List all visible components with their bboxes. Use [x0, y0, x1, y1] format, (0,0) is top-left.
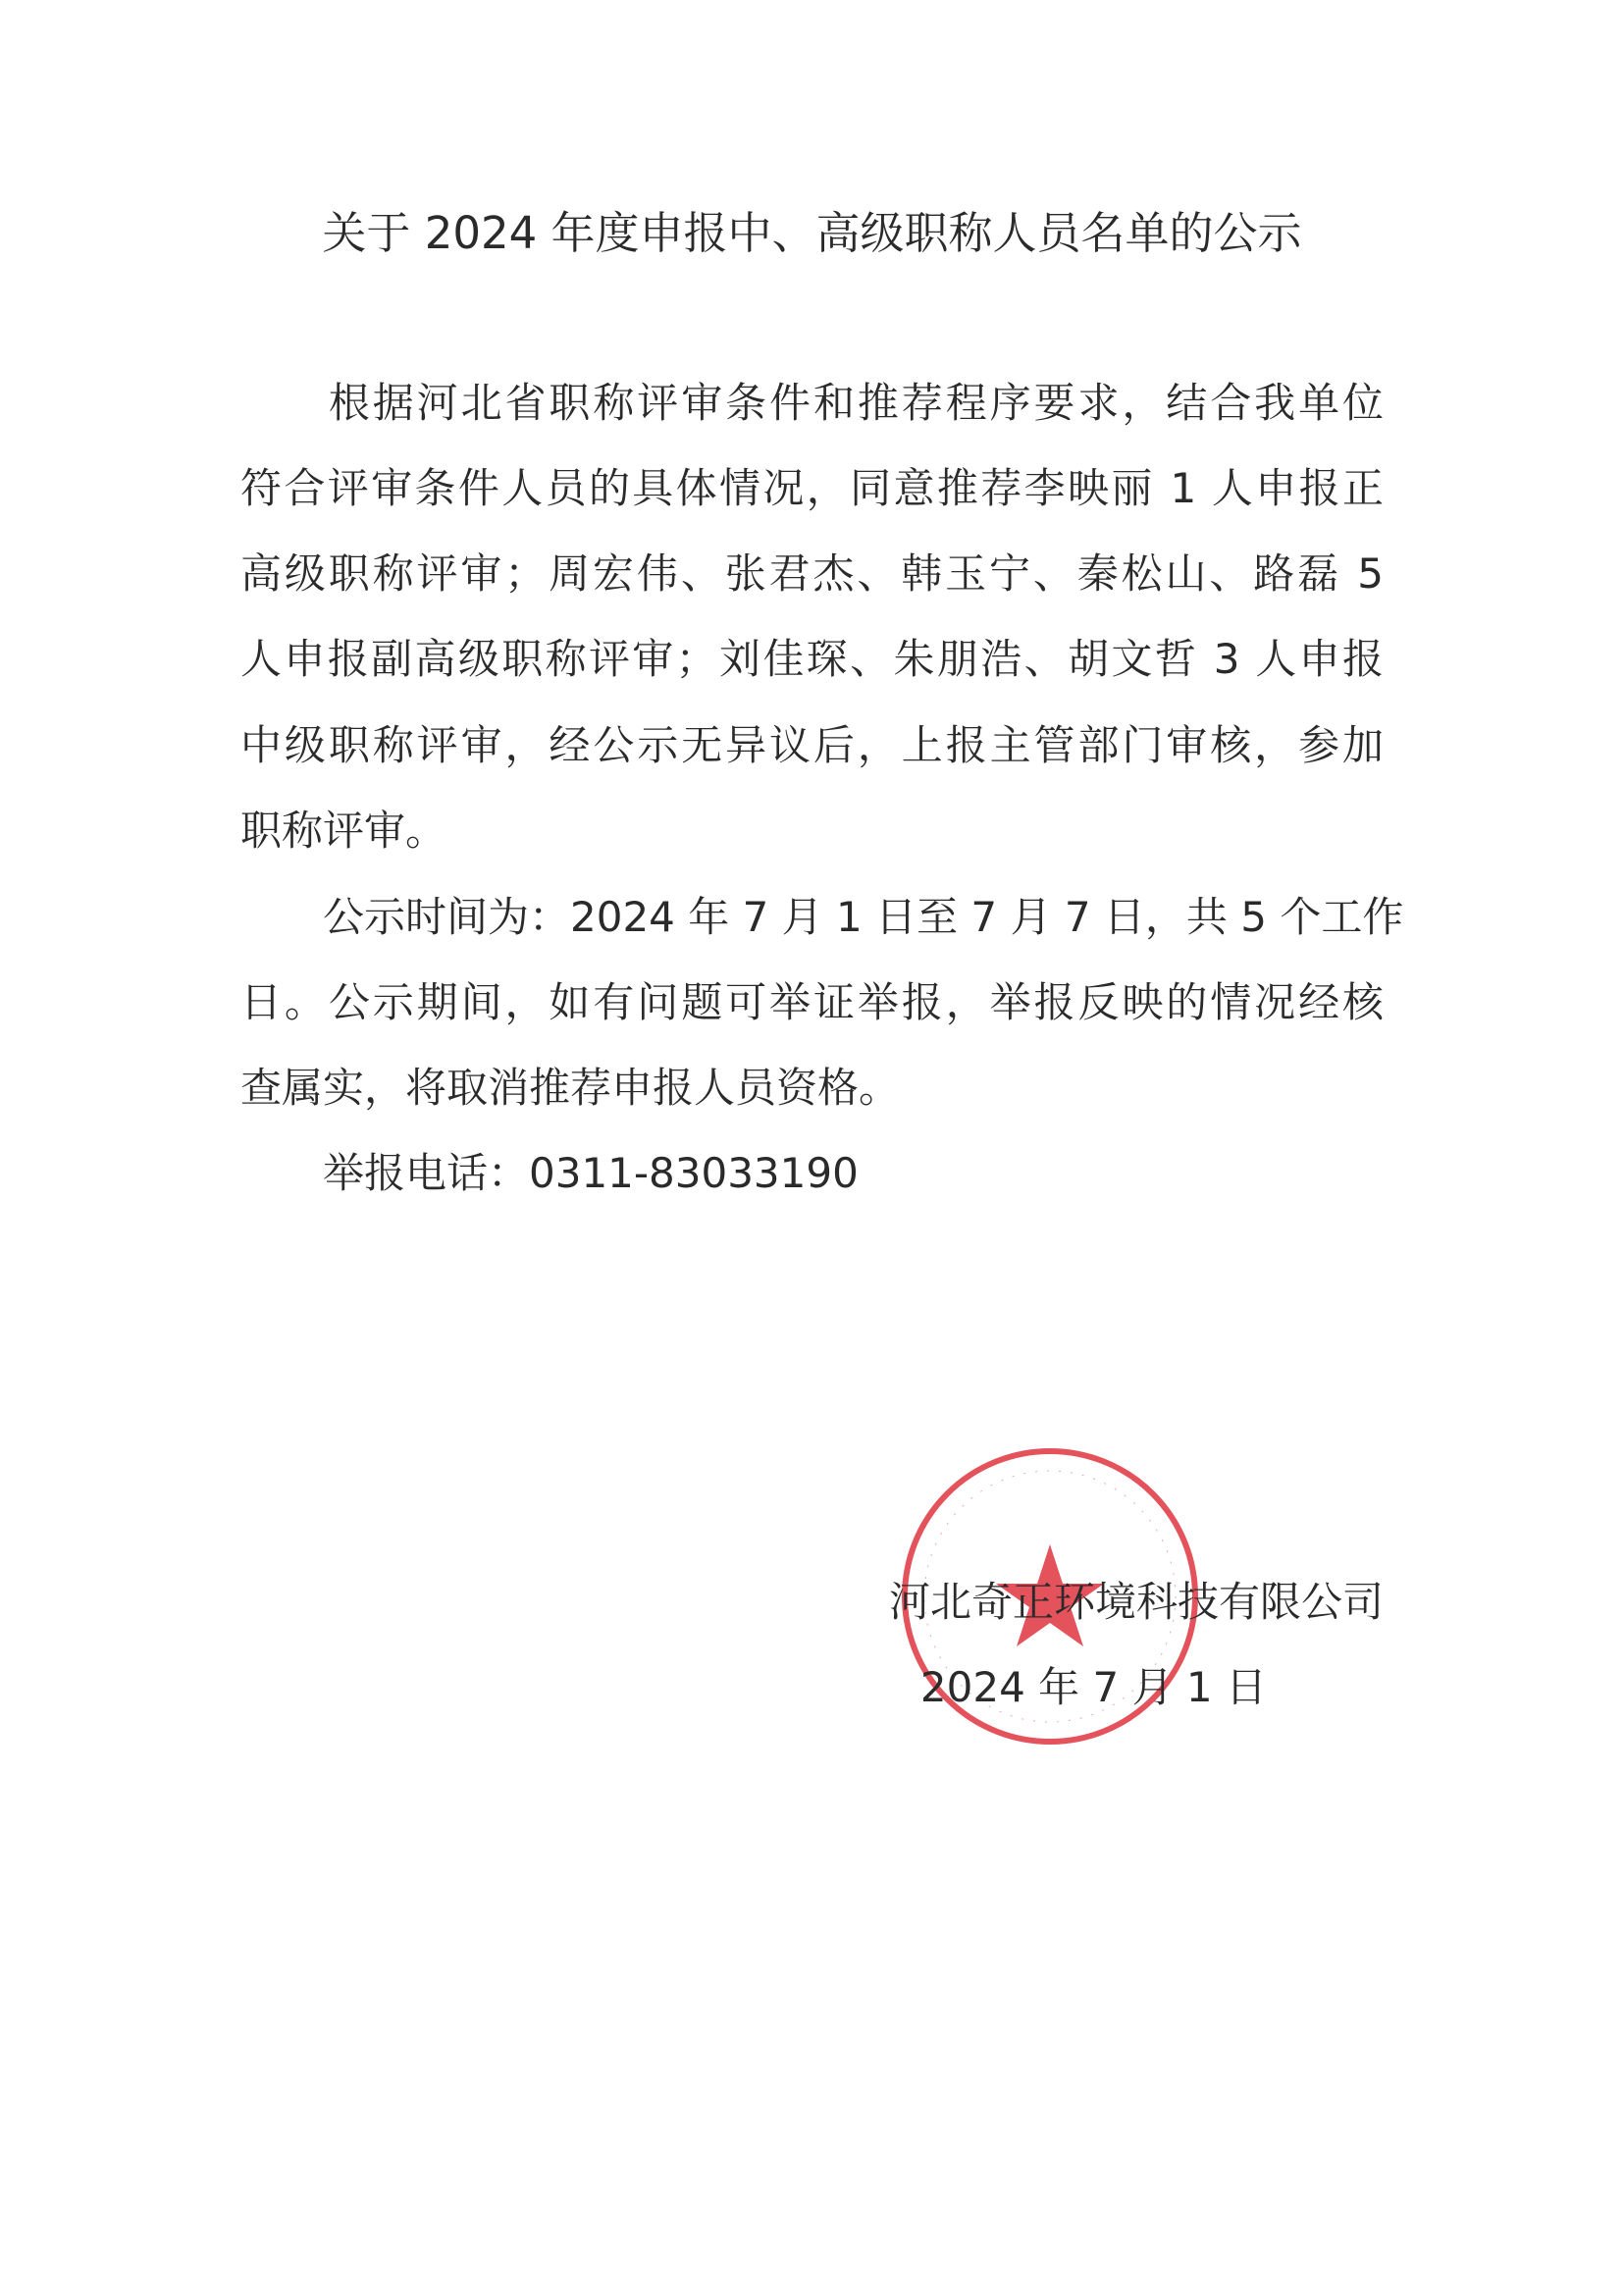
text-line: 职称评审。 [240, 807, 447, 855]
text-line: 日。公示期间，如有问题可举证举报，举报反映的情况经核 [240, 978, 1384, 1026]
text-line: 查属实，将取消推荐申报人员资格。 [240, 1064, 901, 1112]
report-phone: 举报电话：0311-83033190 [240, 1149, 859, 1197]
signature-date: 2024 年 7 月 1 日 [919, 1663, 1267, 1711]
text-line: 符合评审条件人员的具体情况，同意推荐李映丽 1 人申报正 [240, 464, 1384, 512]
signature-company: 河北奇正环境科技有限公司 [888, 1578, 1384, 1626]
text-line: 人申报副高级职称评审；刘佳琛、朱朋浩、胡文哲 3 人申报 [240, 635, 1384, 683]
text-line: 根据河北省职称评审条件和推荐程序要求，结合我单位 [240, 379, 1384, 427]
text-line: 公示时间为：2024 年 7 月 1 日至 7 月 7 日，共 5 个工作 [240, 893, 1404, 941]
document-title: 关于 2024 年度申报中、高级职称人员名单的公示 [322, 207, 1302, 259]
text-line: 高级职称评审；周宏伟、张君杰、韩玉宁、秦松山、路磊 5 [240, 549, 1384, 598]
text-line: 中级职称评审，经公示无异议后，上报主管部门审核，参加 [240, 721, 1384, 769]
